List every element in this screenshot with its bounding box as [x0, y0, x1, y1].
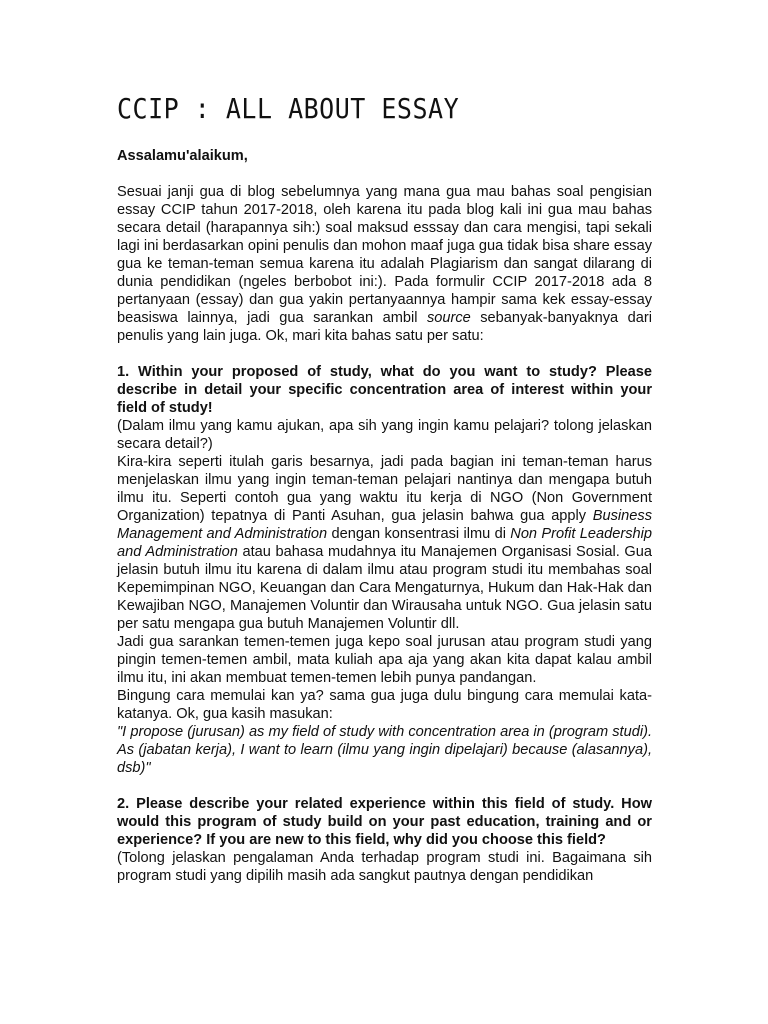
answer-1-text-b: dengan konsentrasi ilmu di — [327, 526, 511, 542]
intro-italic-source: source — [426, 310, 471, 326]
question-2: 2. Please describe your related experience within this field of study. How would this program of study build on your past education, training and or experience? If you are new to this field, why did you choose this field? — [117, 796, 652, 848]
answer-1-text-c: atau bahasa mudahnya itu Manajemen Organisasi Sosial. Gua jelasin butuh ilmu itu karena di dalam ilmu atau program studi itu membahas soal Kepemimpinan NGO, Keuangan dan Cara Mengaturnya, Hukum dan Hak-Hak dan Kewajiban NGO, Manajemen Voluntir dan Wirausaha untuk NGO. Gua jelasin satu per satu mengapa gua butuh Manajemen Voluntir dll. — [117, 544, 653, 632]
answer-1-example-text: "I propose (jurusan) as my field of study with concentration area in (program studi). As (jabatan kerja), I want to learn (ilmu yang ingin dipelajari) because (alasannya), dsb)" — [117, 724, 652, 776]
document-page — [117, 92, 652, 885]
question-2-translation: (Tolong jelaskan pengalaman Anda terhadap program studi ini. Bagaimana sih program studi yang dipilih masih ada sangkut pautnya dengan pendidikan — [117, 850, 652, 884]
question-1-translation: (Dalam ilmu yang kamu ajukan, apa sih yang ingin kamu pelajari? tolong jelaskan secara detail?) — [117, 418, 652, 452]
document-body — [117, 147, 652, 885]
question-1: 1. Within your proposed of study, what do you want to study? Please describe in detail your specific concentration area of interest within your field of study! — [117, 364, 652, 416]
answer-1-example — [117, 723, 652, 777]
intro-text-1: Sesuai janji gua di blog sebelumnya yang mana gua mau bahas soal pengisian essay CCIP tahun 2017-2018, oleh karena itu pada blog kali ini gua mau bahas secara detail (harapannya sih:) soal maksud esssay dan cara mengisi, tapi sekali lagi ini berdasarkan opini penulis dan mohon maaf juga gua tidak bisa share essay gua ke teman-teman semua karena itu adalah Plagiarism dan sangat dilarang di dunia pendidikan (ngeles berbobot ini:). Pada formulir CCIP 2017-2018 ada 8 pertanyaan (essay) dan gua yakin pertanyaannya hampir sama kek essay-essay beasiswa lainnya, jadi gua sarankan ambil — [117, 184, 652, 326]
answer-1-text-a: Kira-kira seperti itulah garis besarnya, jadi pada bagian ini teman-teman harus menjelaskan ilmu yang ingin teman-teman pelajari nantinya dan mengapa butuh ilmu itu. Seperti contoh gua yang waktu itu kerja di NGO (Non Government Organization) tepatnya di Panti Asuhan, gua jelasin bahwa gua apply — [117, 454, 652, 524]
document-title: CCIP : ALL ABOUT ESSAY — [117, 92, 460, 125]
answer-1-italic-concentration: Non Profit Leadership and Administration — [117, 526, 653, 560]
answer-1-italic-program: Business Management and Administration — [117, 508, 652, 542]
answer-1-paragraph-1 — [117, 453, 652, 633]
intro-paragraph — [117, 183, 652, 345]
answer-1-paragraph-3: Bingung cara memulai kan ya? sama gua juga dulu bingung cara memulai kata-katanya. Ok, gua kasih masukan: — [117, 688, 652, 722]
answer-1-paragraph-2: Jadi gua sarankan temen-temen juga kepo soal jurusan atau program studi yang pingin temen-temen ambil, mata kuliah apa aja yang akan kita dapat kalau ambil ilmu itu, ini akan membuat temen-temen lebih punya pandangan. — [117, 634, 652, 686]
intro-text-2: sebanyak-banyaknya dari penulis yang lain juga. Ok, mari kita bahas satu per satu: — [117, 310, 652, 344]
greeting: Assalamu'alaikum, — [117, 148, 248, 164]
